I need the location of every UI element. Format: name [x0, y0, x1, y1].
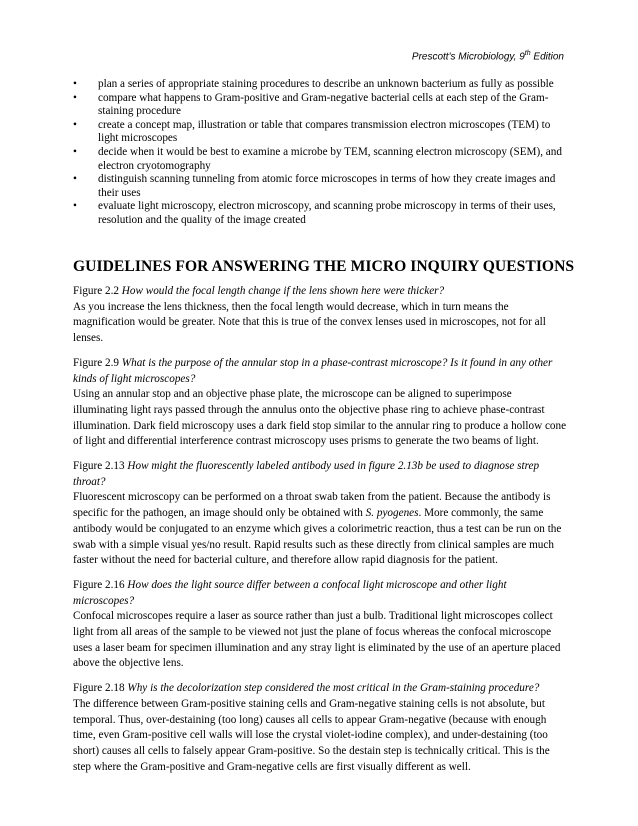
question-text: What is the purpose of the annular stop in a phase-contrast microscope? Is it found in any other kinds of light microscopes?	[73, 356, 553, 385]
edition-word: Edition	[530, 51, 564, 63]
list-item-text: plan a series of appropriate staining procedures to describe an unknown bacterium as fully as possible	[98, 78, 554, 90]
bullet-icon: •	[73, 78, 77, 90]
figure-ref: Figure 2.16	[73, 578, 128, 591]
list-item	[73, 146, 573, 173]
bullet-icon: •	[73, 118, 77, 131]
answer-text: Fluorescent microscopy can be performed on a throat swab taken from the patient. Because the antibody is specific for the pathogen, an image should only be obtained with S. pyogenes. More commonly, the same antibody would be conjugated to an enzyme which gives a colorimetric reaction, thus a test can be run on the swab with a simple visual yes/no result. Rapid results such as these directly from clinical samples are much faster without the need for bacterial culture, and therefore allow rapid diagnosis for the patient.	[73, 491, 562, 567]
answer-text: The difference between Gram-positive staining cells and Gram-negative staining cells is not absolute, but temporal. Thus, over-destaining (too long) causes all cells to appear Gram-negative (because with enough time, even Gram-positive cell walls will lose the crystal violet-iodine complex), and under-destaining (too short) causes all cells to falsely appear Gram-positive. So the destain step is technically critical. This is the step where the Gram-positive and Gram-negative cells are first visually different as well.	[73, 697, 550, 773]
running-header	[412, 50, 564, 62]
question-text: How does the light source differ between a confocal light microscope and other light microscopes?	[73, 578, 507, 607]
qa-block-figure-2-13	[73, 459, 568, 569]
qa-block-figure-2-18	[73, 681, 568, 775]
list-item	[73, 173, 573, 200]
question-line	[73, 284, 568, 300]
qa-block-figure-2-16	[73, 578, 568, 672]
micro-inquiry-answers	[73, 284, 568, 784]
question-text: Why is the decolorization step considered the most critical in the Gram-staining procedure?	[127, 682, 540, 695]
question-line	[73, 681, 568, 697]
running-title: Prescott's Microbiology, 9	[411, 51, 525, 63]
question-text: How might the fluorescently labeled antibody used in figure 2.13b be used to diagnose strep throat?	[73, 460, 540, 488]
answer-text: As you increase the lens thickness, then the focal length would decrease, which in turn means the magnification would be greater. Note that this is true of the convex lenses used in microscopes, not for all lenses.	[73, 300, 546, 345]
figure-ref: Figure 2.18	[73, 682, 128, 695]
figure-ref: Figure 2.9	[73, 356, 122, 369]
learning-outcomes-list	[73, 78, 573, 228]
qa-block-figure-2-9	[73, 356, 568, 450]
list-item	[73, 119, 573, 146]
bullet-icon: •	[73, 200, 77, 213]
list-item-text: evaluate light microscopy, electron microscopy, and scanning probe microscopy in terms of their uses, resolution and the quality of the image created	[98, 200, 556, 226]
list-item-text: decide when it would be best to examine a microbe by TEM, scanning electron microscopy (SEM), and electron cryotomography	[98, 145, 562, 172]
section-heading: GUIDELINES FOR ANSWERING THE MICRO INQUIRY QUESTIONS	[73, 258, 575, 275]
figure-ref: Figure 2.13	[73, 460, 128, 473]
list-item	[73, 92, 573, 119]
species-name: S. pyogenes	[365, 507, 419, 520]
edition-superscript: th	[524, 50, 531, 57]
bullet-icon: •	[73, 145, 77, 158]
bullet-icon: •	[73, 173, 77, 186]
list-item	[73, 200, 573, 227]
qa-block-figure-2-2	[73, 284, 568, 347]
question-text: How would the focal length change if the lens shown here were thicker?	[121, 285, 445, 297]
list-item-text: create a concept map, illustration or table that compares transmission electron microscopes (TEM) to light microscopes	[98, 118, 551, 145]
answer-text: Using an annular stop and an objective phase plate, the microscope can be aligned to superimpose illuminating light rays passed through the annulus onto the objective phase ring to achieve phase-contrast illumination. Dark field microscopy uses a dark field stop similar to the annular ring to produce a hollow cone of light and differential interference contrast microscopy uses prisms to generate the two beams of light.	[73, 388, 567, 448]
list-item	[73, 78, 573, 92]
answer-text: Confocal microscopes require a laser as source rather than just a bulb. Traditional light microscopes collect light from all areas of the sample to be viewed not just the plane of focus whereas the confocal microscope uses a laser beam for specimen illumination and any stray light is eliminated by the use of an aperture placed above the objective lens.	[73, 610, 561, 670]
bullet-icon: •	[73, 91, 77, 104]
question-line	[73, 459, 568, 490]
question-line	[73, 578, 568, 609]
list-item-text: distinguish scanning tunneling from atomic force microscopes in terms of how they create images and their uses	[98, 173, 556, 199]
list-item-text: compare what happens to Gram-positive and Gram-negative bacterial cells at each step of the Gram-staining procedure	[98, 91, 549, 118]
question-line	[73, 356, 568, 387]
figure-ref: Figure 2.2	[73, 285, 122, 297]
